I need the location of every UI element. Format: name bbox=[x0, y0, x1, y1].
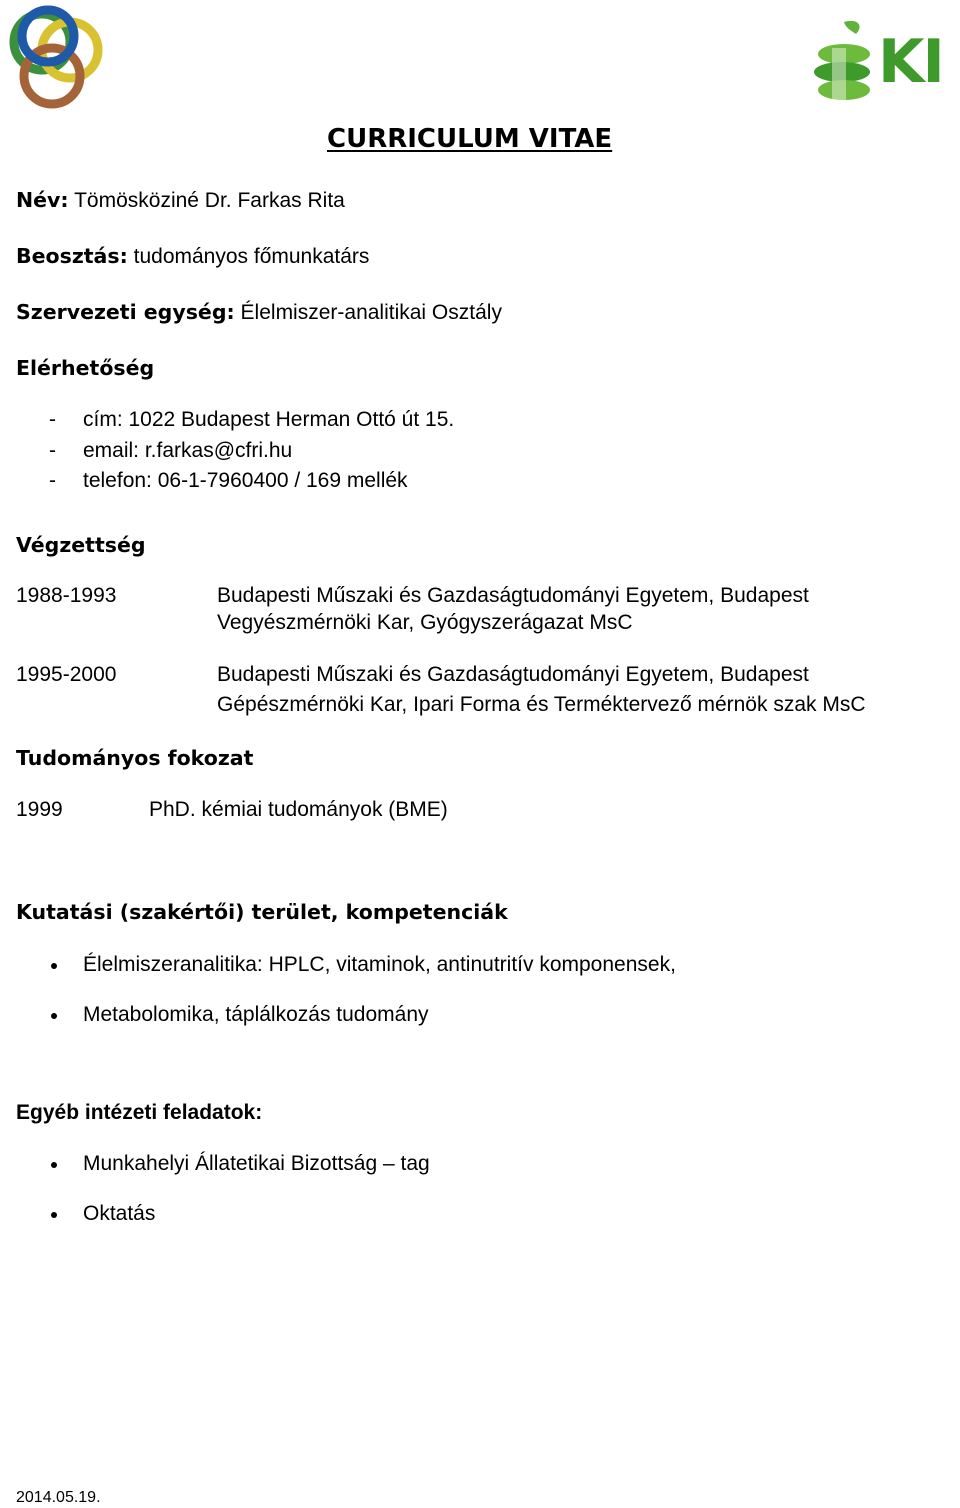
position-row bbox=[16, 244, 369, 269]
education-institution: Budapesti Műszaki és Gazdaságtudományi Egyetem, Budapest bbox=[217, 584, 809, 607]
name-label: Név: bbox=[16, 188, 69, 212]
unit-label: Szervezeti egység: bbox=[16, 300, 235, 324]
education-heading: Végzettség bbox=[16, 533, 146, 557]
degree-text: PhD. kémiai tudományok (BME) bbox=[149, 798, 448, 821]
other-heading: Egyéb intézeti feladatok: bbox=[16, 1101, 263, 1124]
bullet bbox=[51, 1212, 57, 1218]
education-faculty: Gépészmérnöki Kar, Ipari Forma és Terméktervező mérnök szak MsC bbox=[217, 693, 866, 716]
degree-year: 1999 bbox=[16, 798, 63, 821]
research-heading: Kutatási (szakértői) terület, kompetenciák bbox=[16, 900, 508, 924]
institute-rings-logo bbox=[0, 2, 110, 112]
education-faculty: Vegyészmérnöki Kar, Gyógyszerágazat MsC bbox=[217, 611, 633, 634]
eki-logo-swirl-icon bbox=[808, 18, 878, 113]
page-title: CURRICULUM VITAE bbox=[327, 124, 613, 154]
document-date: 2014.05.19. bbox=[16, 1489, 101, 1506]
research-item: Metabolomika, táplálkozás tudomány bbox=[83, 1003, 429, 1026]
unit-value: Élelmiszer-analitikai Osztály bbox=[240, 301, 502, 324]
education-institution: Budapesti Műszaki és Gazdaságtudományi Egyetem, Budapest bbox=[217, 663, 809, 686]
contact-dash: - bbox=[49, 439, 56, 462]
other-item: Munkahelyi Állatetikai Bizottság – tag bbox=[83, 1152, 430, 1175]
bullet bbox=[51, 1162, 57, 1168]
position-label: Beosztás: bbox=[16, 244, 128, 268]
research-item: Élelmiszeranalitika: HPLC, vitaminok, antinutritív komponensek, bbox=[83, 953, 676, 976]
contact-dash: - bbox=[49, 408, 56, 431]
contact-email: email: r.farkas@cfri.hu bbox=[83, 439, 293, 462]
contact-address: cím: 1022 Budapest Herman Ottó út 15. bbox=[83, 408, 455, 431]
eki-logo-text: KI bbox=[878, 27, 943, 97]
unit-row bbox=[16, 300, 502, 325]
bullet bbox=[51, 963, 57, 969]
name-value: Tömösköziné Dr. Farkas Rita bbox=[74, 189, 345, 212]
bullet bbox=[51, 1013, 57, 1019]
name-row bbox=[16, 188, 345, 213]
contact-heading: Elérhetőség bbox=[16, 356, 155, 380]
education-years: 1995-2000 bbox=[16, 663, 117, 686]
degree-heading: Tudományos fokozat bbox=[16, 746, 254, 770]
education-years: 1988-1993 bbox=[16, 584, 117, 607]
position-value: tudományos főmunkatárs bbox=[133, 245, 370, 268]
contact-phone: telefon: 06-1-7960400 / 169 mellék bbox=[83, 469, 408, 492]
eki-logo bbox=[808, 18, 958, 113]
other-item: Oktatás bbox=[83, 1202, 156, 1225]
contact-dash: - bbox=[49, 469, 56, 492]
